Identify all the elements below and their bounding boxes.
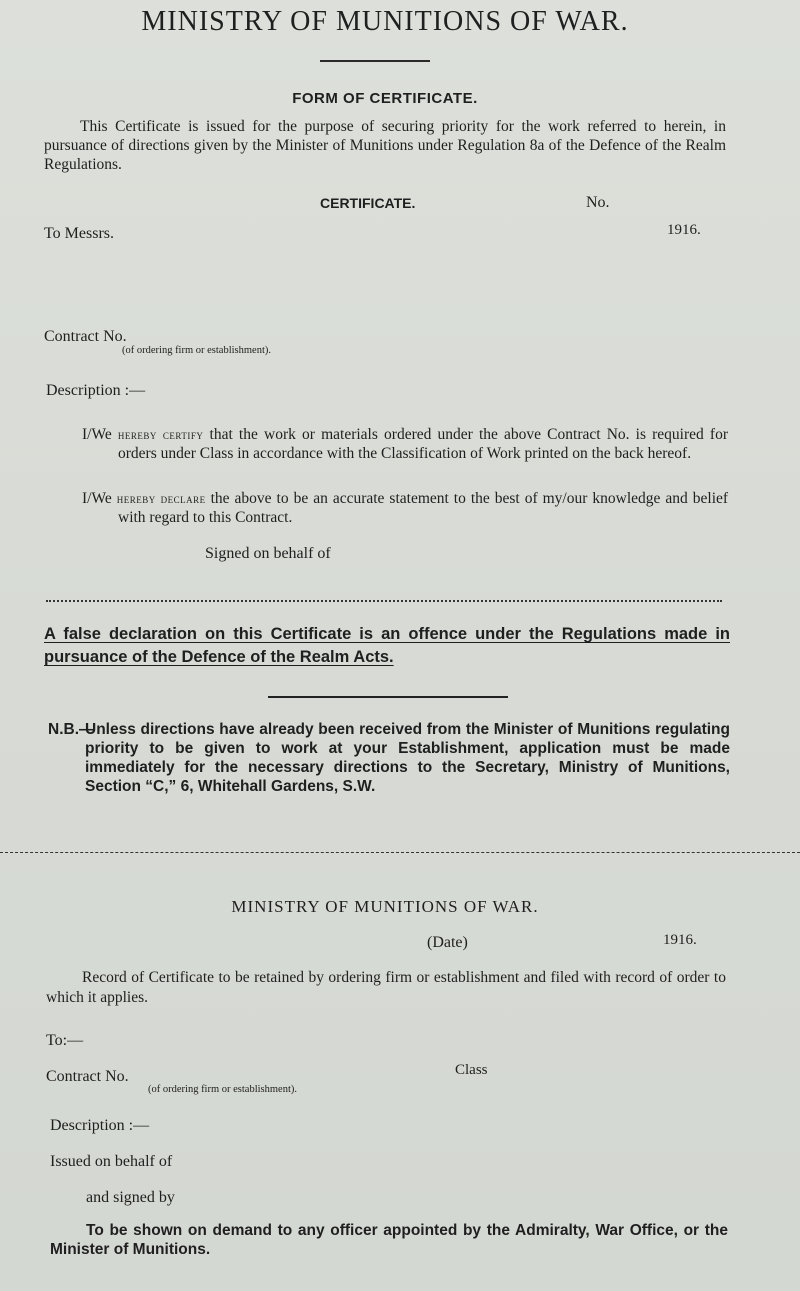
false-declaration-text: A false declaration on this Certificate is an offence under the Regulations made in pursuance of the Defence of the Realm Acts.: [44, 625, 730, 666]
demand-text: To be shown on demand to any officer appointed by the Admiralty, War Office, or the Minister of Munitions.: [50, 1222, 728, 1258]
record-to-label: To:—: [46, 1032, 84, 1049]
record-ministry-title: MINISTRY OF MUNITIONS OF WAR.: [231, 897, 539, 916]
title-rule: [320, 60, 430, 62]
contract-no-note: (of ordering firm or establishment).: [122, 345, 271, 356]
record-contract-no-note: (of ordering firm or establishment).: [148, 1084, 297, 1095]
form-title: FORM OF CERTIFICATE.: [292, 90, 478, 107]
record-class-label: Class: [455, 1062, 488, 1078]
tear-off-line: [0, 852, 800, 853]
false-declaration-warning: [44, 623, 730, 669]
nb-lead: N.B.—: [48, 721, 95, 738]
certify-lead: I/We: [82, 426, 112, 443]
certify-keyword: hereby certify: [117, 427, 204, 442]
record-year: 1916.: [663, 932, 697, 948]
intro-paragraph: This Certificate is issued for the purpose of securing priority for the work referred to herein, in pursuance of directions given by the Minister of Munitions under Regulation 8a of the Defence of the Realm Regulations.: [44, 118, 726, 173]
certificate-number-label: No.: [586, 194, 610, 211]
certificate-heading: CERTIFICATE.: [320, 195, 416, 211]
nb-text: Unless directions have already been received from the Minister of Munitions regulating priority to be given to work at your Establishment, application must be made immediately for the necessary directions to the Secretary, Ministry of Munitions, Section “C,” 6, Whitehall Gardens, S.W.: [85, 721, 730, 795]
certify-paragraph: [82, 425, 728, 463]
declare-paragraph: [82, 489, 728, 527]
description-label: Description :—: [46, 382, 146, 399]
record-description-label: Description :—: [50, 1117, 150, 1134]
record-signed-label: and signed by: [86, 1189, 175, 1206]
record-issued-label: Issued on behalf of: [50, 1153, 173, 1170]
section-rule: [268, 696, 508, 698]
signature-dotted-line: [46, 600, 722, 602]
declare-lead: I/We: [82, 490, 112, 507]
contract-no-label: Contract No.: [44, 328, 127, 345]
demand-notice: [50, 1221, 728, 1259]
to-messrs-label: To Messrs.: [44, 225, 114, 242]
record-paragraph: Record of Certificate to be retained by ordering firm or establishment and filed with record of order to which it applies.: [46, 969, 726, 1006]
certificate-year: 1916.: [667, 222, 701, 238]
declare-text: the above to be an accurate statement to the best of my/our knowledge and belief with regard to this Contract.: [118, 490, 729, 526]
certify-text: that the work or materials ordered under the above Contract No. is required for orders under Class in accordance with the Classification of Work printed on the back hereof.: [118, 426, 729, 462]
signed-on-behalf-label: Signed on behalf of: [205, 545, 331, 562]
record-date-label: (Date): [427, 934, 468, 951]
declare-keyword: hereby declare: [116, 491, 206, 506]
nb-notice: [48, 720, 730, 796]
record-contract-no-label: Contract No.: [46, 1068, 129, 1085]
ministry-title: MINISTRY OF MUNITIONS OF WAR.: [141, 6, 629, 37]
